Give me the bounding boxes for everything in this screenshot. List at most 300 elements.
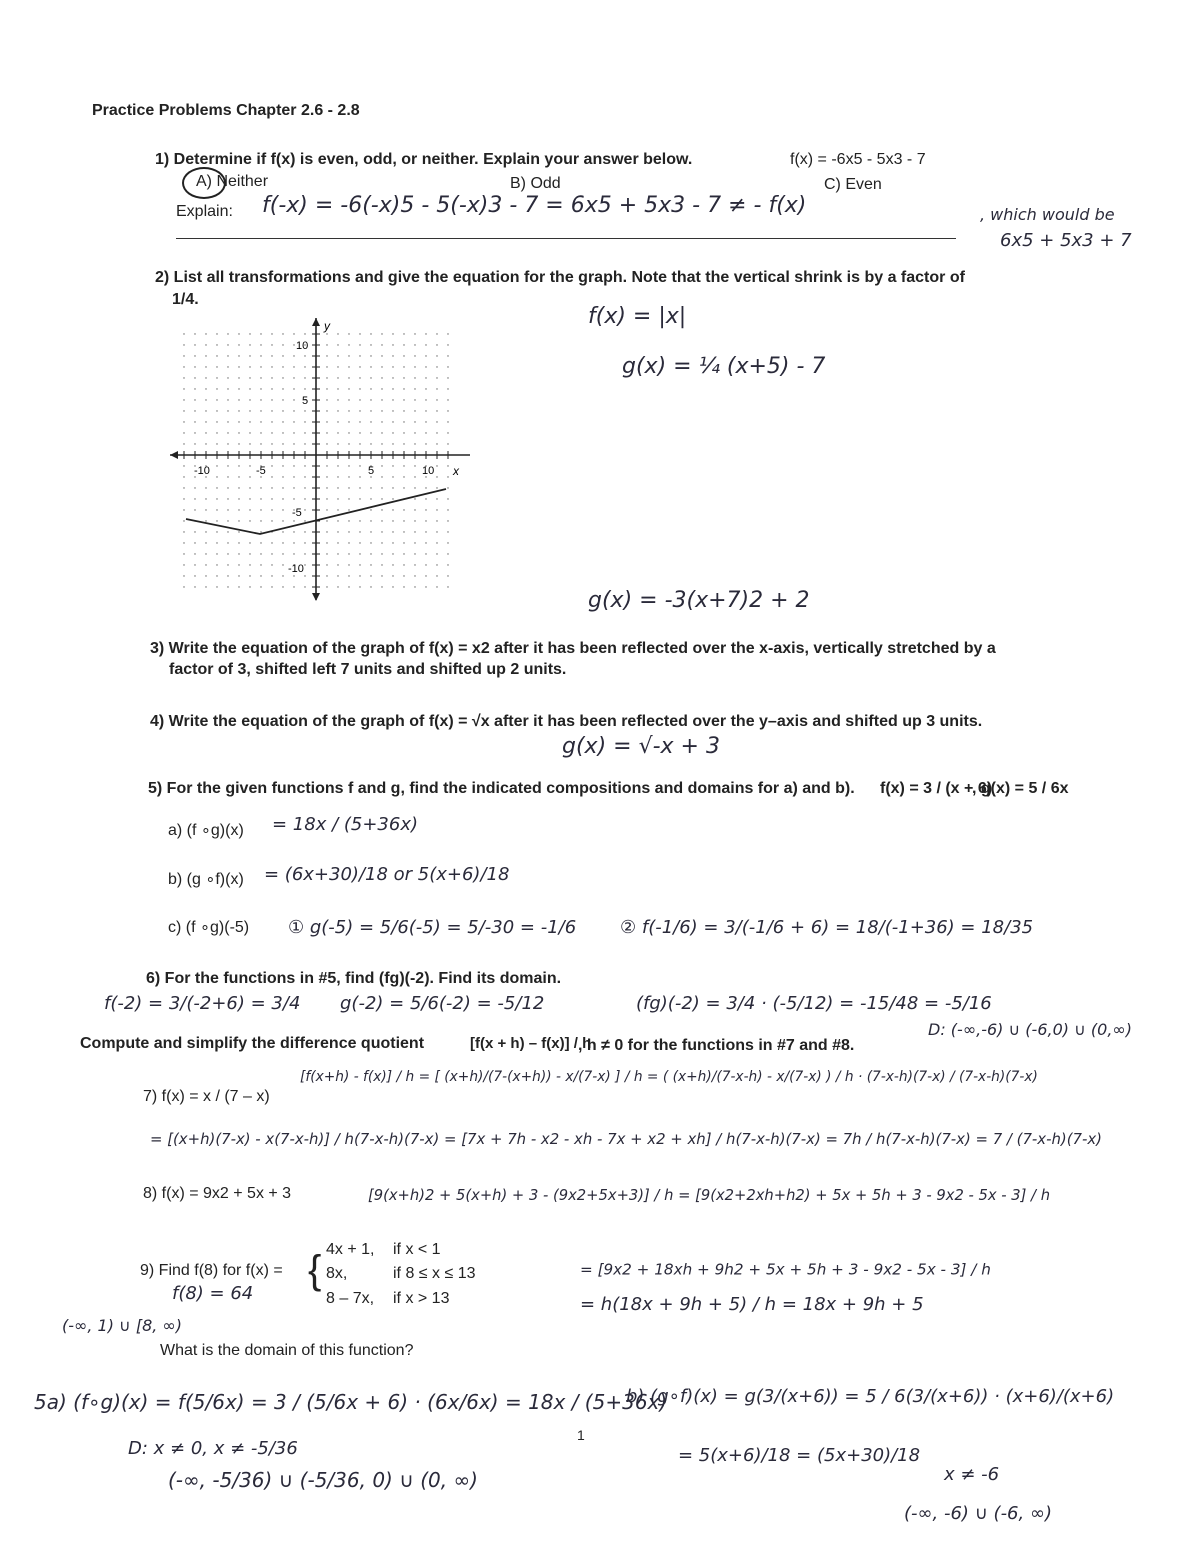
grid-dot xyxy=(216,377,217,378)
grid-dot xyxy=(271,333,272,334)
grid-dot xyxy=(238,399,239,400)
grid-dot xyxy=(238,355,239,356)
grid-dot xyxy=(359,476,360,477)
grid-dot xyxy=(359,377,360,378)
grid-dot xyxy=(260,586,261,587)
grid-dot xyxy=(381,575,382,576)
grid-dot xyxy=(425,388,426,389)
grid-dot xyxy=(326,399,327,400)
grid-dot xyxy=(436,498,437,499)
grid-dot xyxy=(216,344,217,345)
grid-dot xyxy=(194,553,195,554)
grid-dot xyxy=(293,487,294,488)
grid-dot xyxy=(293,399,294,400)
grid-dot xyxy=(238,564,239,565)
grid-dot xyxy=(293,575,294,576)
grid-dot xyxy=(205,498,206,499)
grid-dot xyxy=(282,509,283,510)
grid-dot xyxy=(216,333,217,334)
grid-dot xyxy=(271,443,272,444)
y-axis-bottom-arrow xyxy=(312,593,320,601)
grid-dot xyxy=(249,476,250,477)
grid-dot xyxy=(337,399,338,400)
grid-dot xyxy=(326,520,327,521)
grid-dot xyxy=(271,388,272,389)
tick-label-y-neg5: -5 xyxy=(292,507,302,519)
grid-dot xyxy=(436,465,437,466)
grid-dot xyxy=(348,542,349,543)
grid-dot xyxy=(392,586,393,587)
grid-dot xyxy=(414,443,415,444)
grid-dot xyxy=(436,509,437,510)
grid-dot xyxy=(370,542,371,543)
tick-label-y-10: 10 xyxy=(296,340,309,352)
grid-dot xyxy=(194,399,195,400)
grid-dot xyxy=(326,344,327,345)
grid-dot xyxy=(447,410,448,411)
grid-dot xyxy=(436,355,437,356)
piecewise-brace: { xyxy=(308,1248,322,1292)
grid-dot xyxy=(337,421,338,422)
grid-dot xyxy=(282,564,283,565)
grid-dot xyxy=(205,509,206,510)
grid-dot xyxy=(436,531,437,532)
q5-a-answer: = 18x / (5+36x) xyxy=(272,814,419,835)
grid-dot xyxy=(227,333,228,334)
grid-dot xyxy=(326,498,327,499)
grid-dot xyxy=(337,410,338,411)
grid-dot xyxy=(370,575,371,576)
q5-b-label: b) (g ∘f)(x) xyxy=(168,871,244,888)
grid-dot xyxy=(370,355,371,356)
grid-dot xyxy=(249,520,250,521)
grid-dot xyxy=(403,410,404,411)
grid-dot xyxy=(425,498,426,499)
grid-dot xyxy=(348,586,349,587)
grid-dot xyxy=(271,377,272,378)
grid-dot xyxy=(425,487,426,488)
grid-dot xyxy=(183,531,184,532)
grid-dot xyxy=(381,432,382,433)
grid-dot xyxy=(370,531,371,532)
grid-dot xyxy=(392,344,393,345)
q6-prompt: 6) For the functions in #5, find (fg)(-2). Find its domain. xyxy=(146,970,562,987)
q9-piece-3-expr: 8 – 7x, xyxy=(326,1290,375,1307)
grid-dot xyxy=(403,344,404,345)
grid-dot xyxy=(359,498,360,499)
grid-dot xyxy=(326,377,327,378)
grid-dot xyxy=(425,586,426,587)
grid-dot xyxy=(271,564,272,565)
grid-dot xyxy=(381,509,382,510)
grid-dot xyxy=(260,410,261,411)
grid-dot xyxy=(326,575,327,576)
q5-c-label: c) (f ∘g)(-5) xyxy=(168,919,250,936)
grid-dot xyxy=(326,410,327,411)
grid-dot xyxy=(216,476,217,477)
grid-dot xyxy=(249,564,250,565)
grid-dot xyxy=(359,586,360,587)
grid-dot xyxy=(216,542,217,543)
grid-dot xyxy=(436,399,437,400)
grid-dot xyxy=(436,410,437,411)
grid-dot xyxy=(447,344,448,345)
grid-dot xyxy=(260,443,261,444)
grid-dot xyxy=(238,531,239,532)
grid-dot xyxy=(359,344,360,345)
grid-dot xyxy=(260,509,261,510)
grid-dot xyxy=(392,509,393,510)
grid-dot xyxy=(381,355,382,356)
grid-dot xyxy=(403,388,404,389)
q8-work-3: = h(18x + 9h + 5) / h = 18x + 9h + 5 xyxy=(580,1294,924,1315)
q2-answer: g(x) = ¼ (x+5) - 7 xyxy=(622,354,826,379)
grid-dot xyxy=(403,487,404,488)
grid-dot xyxy=(260,388,261,389)
grid-dot xyxy=(304,487,305,488)
grid-dot xyxy=(403,575,404,576)
grid-dot xyxy=(238,553,239,554)
bottom-5a-work: 5a) (f∘g)(x) = f(5/6x) = 3 / (5/6x + 6) · (6x/6x) = 18x / (5+36x) xyxy=(34,1390,668,1414)
grid-dot xyxy=(216,432,217,433)
grid-dot xyxy=(326,542,327,543)
grid-dot xyxy=(227,564,228,565)
q5-b-answer: = (6x+30)/18 or 5(x+6)/18 xyxy=(264,864,510,885)
grid-dot xyxy=(348,366,349,367)
grid-dot xyxy=(216,399,217,400)
dq-prompt: Compute and simplify the difference quotient xyxy=(80,1035,425,1052)
grid-dot xyxy=(326,586,327,587)
grid-dot xyxy=(414,377,415,378)
grid-dot xyxy=(227,553,228,554)
grid-dot xyxy=(414,564,415,565)
grid-dot xyxy=(326,476,327,477)
grid-dot xyxy=(337,520,338,521)
grid-dot xyxy=(326,388,327,389)
grid-dot xyxy=(271,465,272,466)
grid-dot xyxy=(392,498,393,499)
grid-dot xyxy=(194,531,195,532)
grid-dot xyxy=(183,421,184,422)
grid-dot xyxy=(304,520,305,521)
grid-dot xyxy=(194,586,195,587)
grid-dot xyxy=(216,564,217,565)
grid-dot xyxy=(392,377,393,378)
grid-dot xyxy=(227,542,228,543)
grid-dot xyxy=(282,355,283,356)
grid-dot xyxy=(370,553,371,554)
grid-dot xyxy=(282,542,283,543)
grid-dot xyxy=(348,388,349,389)
grid-dot xyxy=(359,520,360,521)
grid-dot xyxy=(370,487,371,488)
grid-dot xyxy=(227,388,228,389)
transformation-graph xyxy=(170,312,470,604)
grid-dot xyxy=(425,366,426,367)
grid-dot xyxy=(392,520,393,521)
grid-dot xyxy=(381,366,382,367)
grid-dot xyxy=(304,586,305,587)
grid-dot xyxy=(447,432,448,433)
grid-dot xyxy=(425,399,426,400)
grid-dot xyxy=(447,520,448,521)
grid-dot xyxy=(304,366,305,367)
grid-dot xyxy=(260,487,261,488)
grid-dot xyxy=(205,421,206,422)
grid-dot xyxy=(348,520,349,521)
grid-dot xyxy=(403,366,404,367)
grid-dot xyxy=(282,432,283,433)
q9-domain-answer: (-∞, 1) ∪ [8, ∞) xyxy=(62,1316,182,1335)
q7-work-1: [f(x+h) - f(x)] / h = [ (x+h)/(7-(x+h)) - x/(7-x) ] / h = ( (x+h)/(7-x-h) - x/(7-x) ) / h · (7-x-h)(7-x) / (7-x-h)(7-x) xyxy=(300,1068,1038,1085)
grid-dot xyxy=(392,355,393,356)
grid-dot xyxy=(260,421,261,422)
grid-dot xyxy=(436,333,437,334)
grid-dot xyxy=(381,542,382,543)
grid-dot xyxy=(249,388,250,389)
grid-dot xyxy=(381,388,382,389)
grid-dot xyxy=(249,575,250,576)
page-title: Practice Problems Chapter 2.6 - 2.8 xyxy=(92,102,360,119)
grid-dot xyxy=(425,553,426,554)
grid-dot xyxy=(447,355,448,356)
grid-dot xyxy=(392,410,393,411)
grid-dot xyxy=(392,564,393,565)
grid-dot xyxy=(194,333,195,334)
grid-dot xyxy=(436,553,437,554)
q1-note-1: , which would be xyxy=(980,205,1115,224)
grid-dot xyxy=(282,476,283,477)
grid-dot xyxy=(414,531,415,532)
grid-dot xyxy=(260,377,261,378)
grid-dot xyxy=(370,586,371,587)
grid-dot xyxy=(348,509,349,510)
grid-dot xyxy=(260,355,261,356)
grid-dot xyxy=(403,432,404,433)
grid-dot xyxy=(227,476,228,477)
tick-label-x-5: 5 xyxy=(368,465,375,477)
grid-dot xyxy=(436,564,437,565)
grid-dot xyxy=(293,344,294,345)
grid-dot xyxy=(304,531,305,532)
grid-dot xyxy=(227,465,228,466)
grid-dot xyxy=(271,476,272,477)
grid-dot xyxy=(348,498,349,499)
y-axis-top-arrow xyxy=(312,318,320,326)
grid-dot xyxy=(414,333,415,334)
grid-dot xyxy=(436,366,437,367)
grid-dot xyxy=(205,520,206,521)
q9-answer: f(8) = 64 xyxy=(172,1283,254,1304)
grid-dot xyxy=(194,542,195,543)
grid-dot xyxy=(238,333,239,334)
grid-dot xyxy=(348,443,349,444)
grid-dot xyxy=(447,531,448,532)
grid-dot xyxy=(282,399,283,400)
grid-dot xyxy=(304,542,305,543)
q8-label: 8) f(x) = 9x2 + 5x + 3 xyxy=(143,1185,292,1202)
q6-domain: D: (-∞,-6) ∪ (-6,0) ∪ (0,∞) xyxy=(928,1020,1132,1039)
dq-formula: [f(x + h) – f(x)] / h xyxy=(470,1035,592,1052)
grid-dot xyxy=(436,377,437,378)
q9-piece-2-expr: 8x, xyxy=(326,1265,348,1282)
q1-function: f(x) = -6x5 - 5x3 - 7 xyxy=(790,151,926,168)
grid-dot xyxy=(337,575,338,576)
grid-dot xyxy=(249,443,250,444)
grid-dot xyxy=(348,531,349,532)
grid-dot xyxy=(183,476,184,477)
grid-dot xyxy=(403,421,404,422)
grid-dot xyxy=(392,465,393,466)
grid-dot xyxy=(260,564,261,565)
grid-dot xyxy=(249,509,250,510)
grid-dot xyxy=(348,432,349,433)
y-axis-label: y xyxy=(324,319,330,333)
grid-dot xyxy=(436,421,437,422)
tick-label-y-neg10: -10 xyxy=(288,563,304,575)
grid-dot xyxy=(348,399,349,400)
grid-dot xyxy=(447,443,448,444)
grid-dot xyxy=(194,421,195,422)
grid-dot xyxy=(414,586,415,587)
grid-dot xyxy=(392,531,393,532)
q7-work-2: = [(x+h)(7-x) - x(7-x-h)] / h(7-x-h)(7-x) = [7x + 7h - x2 - xh - 7x + x2 + xh] / h(7-x-h)(7-x) = 7h / h(7-x-h)(7-x) = 7 / (7-x-h)(7-x) xyxy=(150,1130,1102,1148)
dq-prompt-post: , h ≠ 0 for the functions in #7 and #8. xyxy=(578,1037,855,1054)
grid-dot xyxy=(227,399,228,400)
grid-dot xyxy=(348,575,349,576)
grid-dot xyxy=(447,586,448,587)
grid-dot xyxy=(205,531,206,532)
grid-dot xyxy=(425,432,426,433)
grid-dot xyxy=(425,410,426,411)
q1-choice-b: B) Odd xyxy=(510,175,561,192)
grid-dot xyxy=(249,542,250,543)
grid-dot xyxy=(447,333,448,334)
grid-dot xyxy=(326,443,327,444)
grid-dot xyxy=(359,487,360,488)
bottom-5b-work-2: = 5(x+6)/18 = (5x+30)/18 xyxy=(678,1445,921,1466)
grid-dot xyxy=(370,366,371,367)
grid-dot xyxy=(304,498,305,499)
grid-dot xyxy=(337,531,338,532)
q1-explain-label: Explain: xyxy=(176,203,233,220)
grid-dot xyxy=(249,410,250,411)
q6-work-3: (fg)(-2) = 3/4 · (-5/12) = -15/48 = -5/16 xyxy=(636,993,992,1014)
q9-piece-1-expr: 4x + 1, xyxy=(326,1241,375,1258)
grid-dot xyxy=(304,575,305,576)
grid-dot xyxy=(337,333,338,334)
grid-dot xyxy=(381,553,382,554)
q8-work-2: = [9x2 + 18xh + 9h2 + 5x + 5h + 3 - 9x2 - 5x - 3] / h xyxy=(580,1260,991,1279)
grid-dot xyxy=(436,575,437,576)
explain-line xyxy=(176,238,956,239)
grid-dot xyxy=(304,410,305,411)
grid-dot xyxy=(447,487,448,488)
grid-dot xyxy=(337,586,338,587)
grid-dot xyxy=(282,575,283,576)
grid-dot xyxy=(304,509,305,510)
grid-dot xyxy=(260,542,261,543)
q1-choice-a: A) Neither xyxy=(196,173,269,190)
grid-dot xyxy=(414,553,415,554)
grid-dot xyxy=(293,520,294,521)
grid-dot xyxy=(447,465,448,466)
grid-dot xyxy=(249,586,250,587)
grid-dot xyxy=(293,531,294,532)
grid-dot xyxy=(337,432,338,433)
grid-dot xyxy=(205,586,206,587)
grid-dot xyxy=(293,498,294,499)
grid-dot xyxy=(403,509,404,510)
grid-dot xyxy=(216,553,217,554)
grid-dot xyxy=(326,333,327,334)
grid-dot xyxy=(194,377,195,378)
grid-dot xyxy=(227,366,228,367)
grid-dot xyxy=(205,344,206,345)
q5-g-def: , g(x) = 5 / 6x xyxy=(972,780,1069,797)
grid-dot xyxy=(260,366,261,367)
grid-dot xyxy=(359,399,360,400)
grid-dot xyxy=(304,553,305,554)
grid-dot xyxy=(381,377,382,378)
grid-dot xyxy=(271,509,272,510)
grid-dot xyxy=(238,366,239,367)
grid-dot xyxy=(183,410,184,411)
grid-dot xyxy=(326,564,327,565)
grid-dot xyxy=(183,575,184,576)
grid-dot xyxy=(282,333,283,334)
grid-dot xyxy=(249,377,250,378)
grid-dot xyxy=(227,355,228,356)
q3-prompt-2: factor of 3, shifted left 7 units and shifted up 2 units. xyxy=(169,661,567,678)
grid-dot xyxy=(238,432,239,433)
q5-f-def: f(x) = 3 / (x + 6) xyxy=(880,780,993,797)
q1-handwritten-work: f(-x) = -6(-x)5 - 5(-x)3 - 7 = 6x5 + 5x3 - 7 ≠ - f(x) xyxy=(262,193,807,218)
grid-dot xyxy=(260,344,261,345)
grid-dot xyxy=(271,498,272,499)
q2-prompt-1: 2) List all transformations and give the equation for the graph. Note that the vertical shrink is by a factor of xyxy=(155,269,965,286)
grid-dot xyxy=(227,443,228,444)
grid-dot xyxy=(359,542,360,543)
grid-dot xyxy=(447,377,448,378)
q9-piece-2-cond: if 8 ≤ x ≤ 13 xyxy=(393,1265,476,1282)
grid-dot xyxy=(337,465,338,466)
grid-dot xyxy=(183,564,184,565)
grid-dot xyxy=(370,399,371,400)
grid-dot xyxy=(238,465,239,466)
grid-dot xyxy=(414,487,415,488)
grid-dot xyxy=(194,564,195,565)
grid-dot xyxy=(238,542,239,543)
grid-dot xyxy=(414,465,415,466)
grid-dot xyxy=(183,509,184,510)
grid-dot xyxy=(425,355,426,356)
grid-dot xyxy=(260,531,261,532)
grid-dot xyxy=(216,465,217,466)
grid-dot xyxy=(227,509,228,510)
grid-dot xyxy=(370,498,371,499)
grid-dot xyxy=(205,553,206,554)
grid-dot xyxy=(425,531,426,532)
grid-dot xyxy=(381,520,382,521)
q6-work-1: f(-2) = 3/(-2+6) = 3/4 xyxy=(104,993,301,1014)
grid-dot xyxy=(436,388,437,389)
grid-dot xyxy=(326,509,327,510)
grid-dot xyxy=(293,542,294,543)
grid-dot xyxy=(216,498,217,499)
grid-dot xyxy=(293,410,294,411)
grid-dot xyxy=(216,586,217,587)
